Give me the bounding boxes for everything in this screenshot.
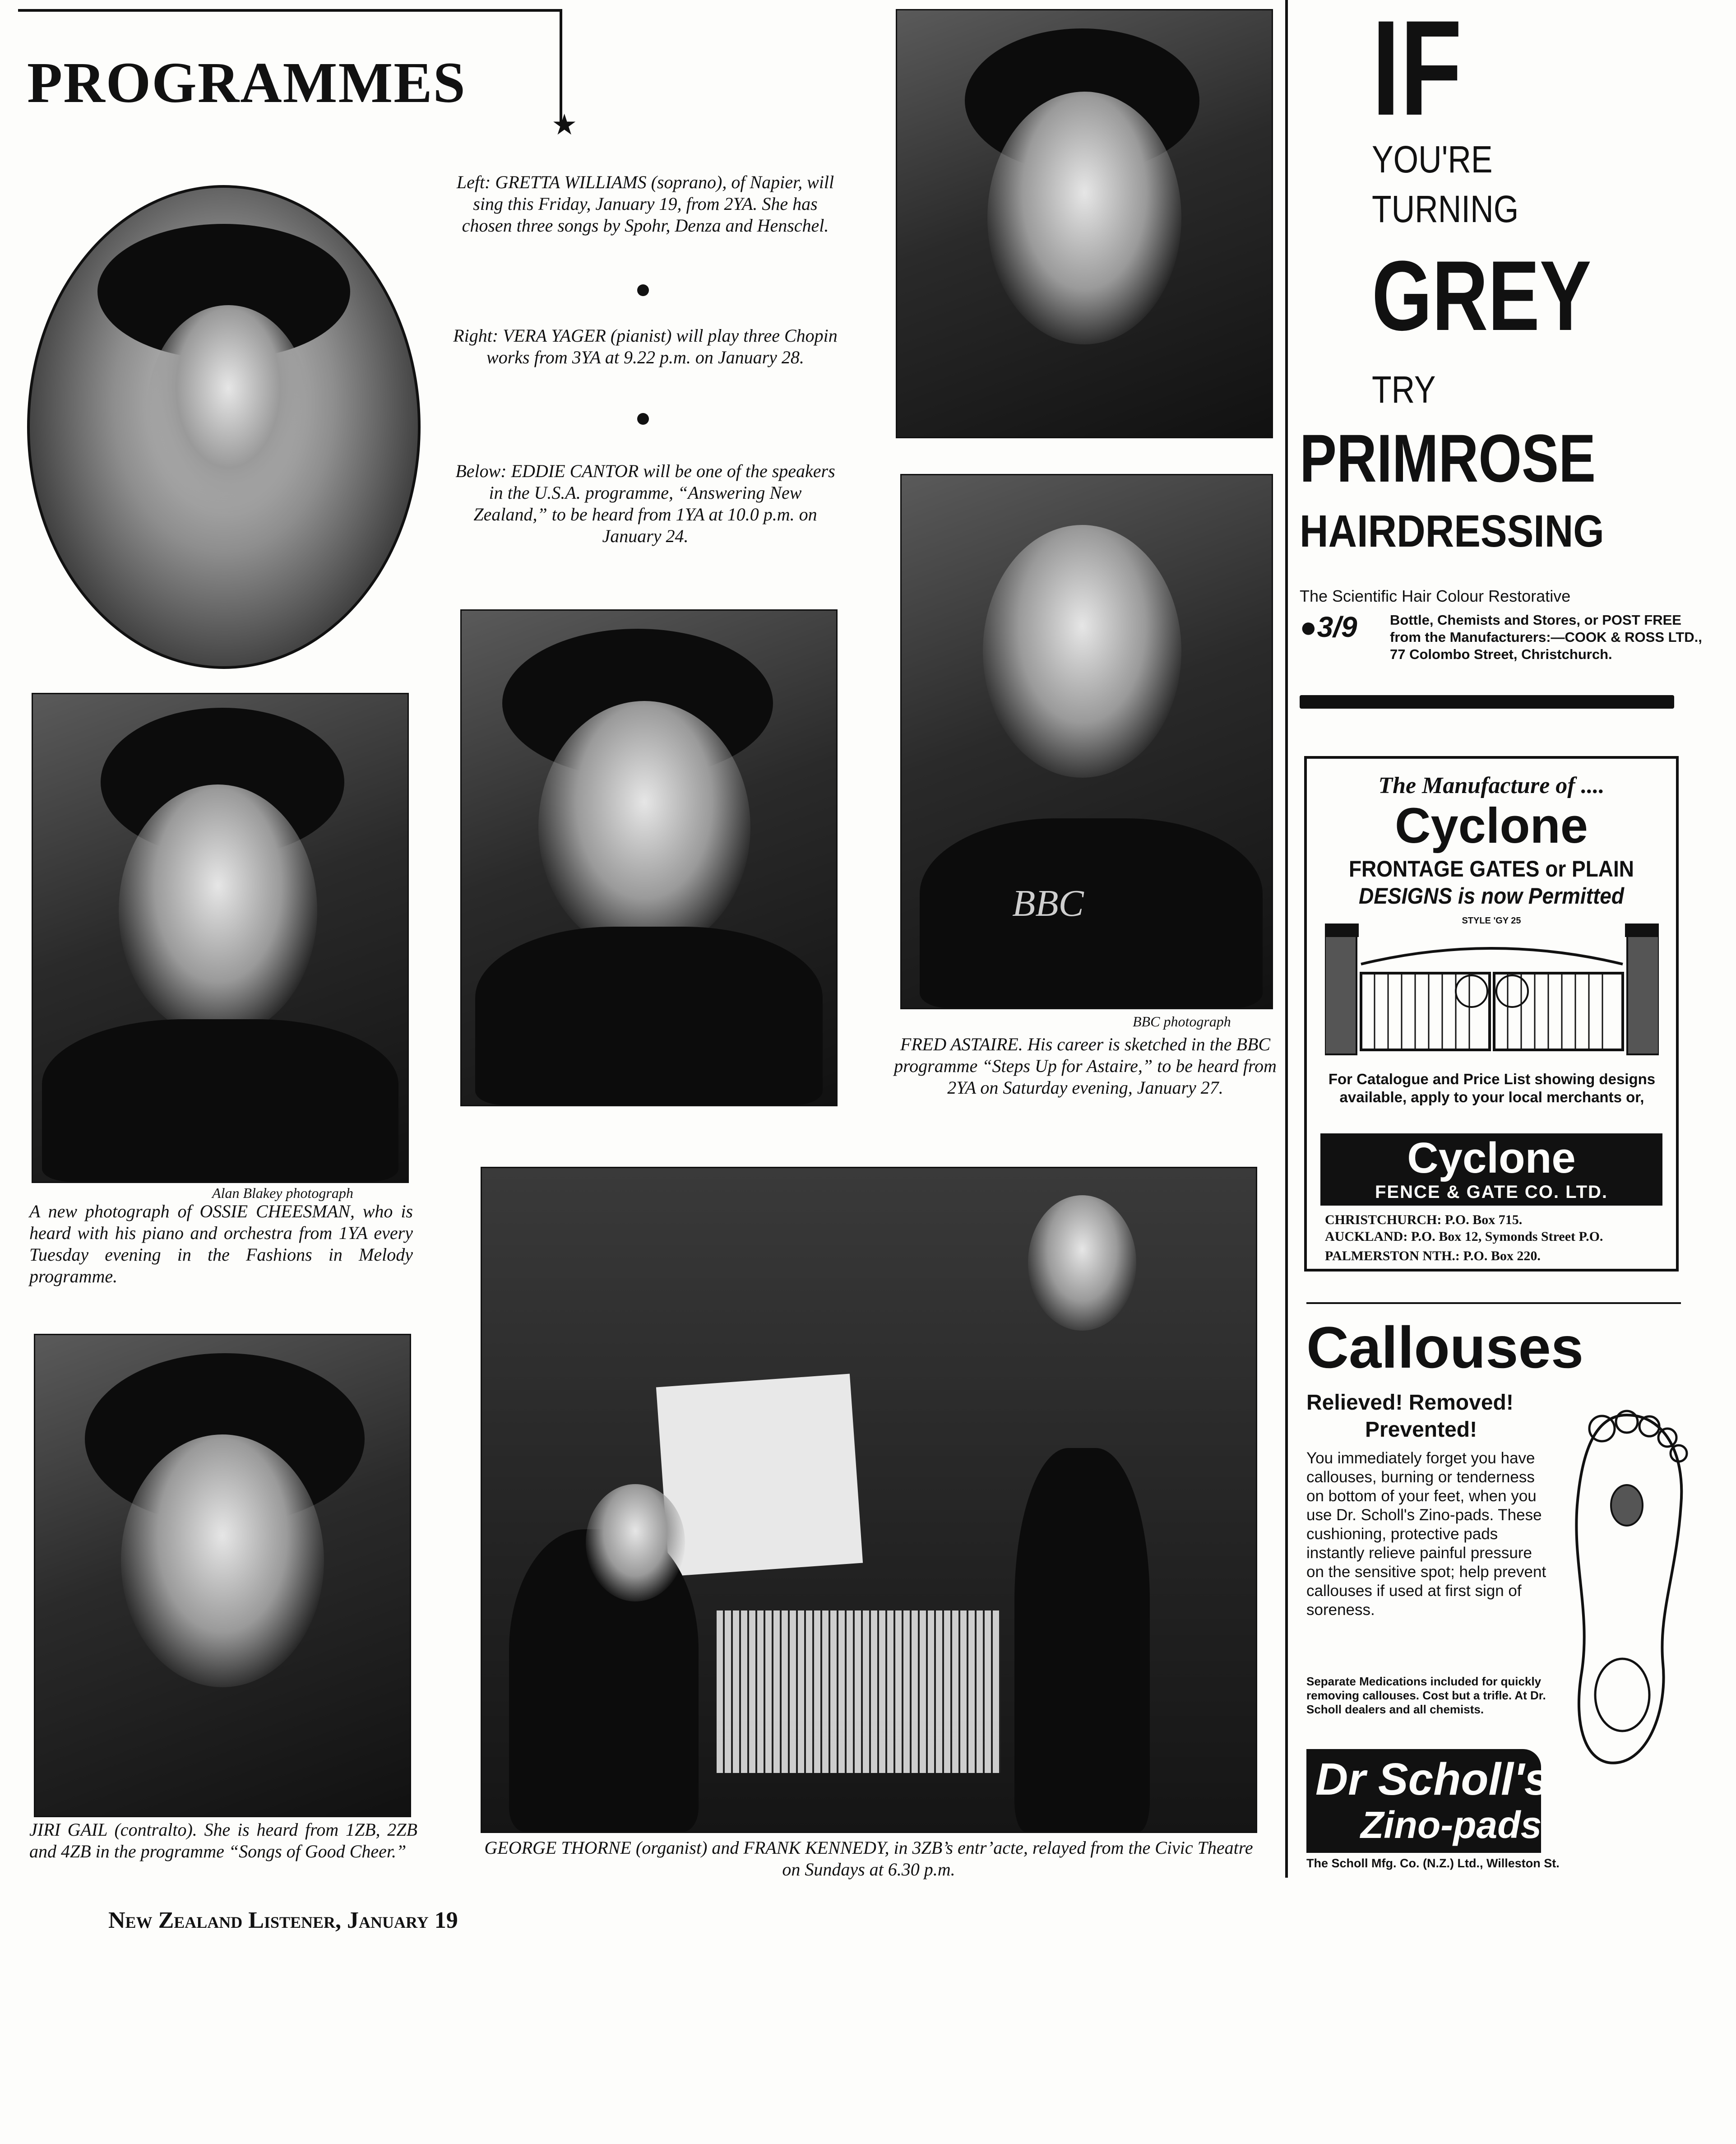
ad-scholl-brand2: Zino-pads [1361, 1804, 1542, 1846]
header-frame-top [18, 9, 562, 12]
ad-primrose [1300, 0, 1733, 722]
ad-scholl-body: You immediately forget you have callouses, burning or tenderness on bottom of your feet, when you use Dr. Scholl's Zino-pads. These cushioning, protective pads instantly relieve painful pressure on the sensitive spot; help prevent callouses if used at first sign of soreness. [1306, 1449, 1546, 1619]
ad-cyclone-addr2: AUCKLAND: P.O. Box 12, Symonds Street P.O. [1325, 1229, 1603, 1244]
caption-eddie: Below: EDDIE CANTOR will be one of the speakers in the U.S.A. programme, “Answering New Zealand,” to be heard from 1YA at 10.0 p.m. on January 24. [455, 461, 835, 546]
ad-scholl-prevented: Prevented! [1365, 1418, 1477, 1442]
caption-fred: FRED ASTAIRE. His career is sketched in the BBC programme “Steps Up for Astaire,” to be heard from 2YA on Saturday evening, January 27. [894, 1034, 1277, 1098]
ad-scholl-small: Separate Medications included for quickly removing callouses. Cost but a trifle. At Dr. Scholl dealers and all chemists. [1306, 1675, 1546, 1716]
ad-primrose-tagline: The Scientific Hair Colour Restorative [1300, 587, 1571, 605]
ad-cyclone-body: For Catalogue and Price List showing designs available, apply to your local merchants or, [1328, 1071, 1656, 1105]
organ-sheet-music [656, 1374, 863, 1577]
ad-cyclone-addr1: CHRISTCHURCH: P.O. Box 715. [1325, 1212, 1523, 1227]
page-title: PROGRAMMES [27, 51, 466, 115]
ad-primrose-youre: YOU'RE [1372, 138, 1493, 181]
credit-fred: BBC photograph [1133, 1013, 1231, 1030]
ad-primrose-rule [1300, 695, 1674, 709]
ad-scholl-brand1: Dr Scholl's [1315, 1754, 1550, 1805]
caption-george: GEORGE THORNE (organist) and FRANK KENNEDY, in 3ZB’s entr’acte, relayed from the Civic Theatre on Sundays at 6.30 p.m. [484, 1838, 1253, 1879]
ad-scholl-relieved: Relieved! Removed! [1306, 1391, 1514, 1415]
photo-eddie-cantor [460, 609, 838, 1106]
ad-primrose-price: ●3/9 [1300, 611, 1357, 643]
ad-primrose-grey: GREY [1372, 240, 1592, 351]
ad-primrose-try: TRY [1372, 368, 1436, 411]
ad-cyclone-line1: FRONTAGE GATES or PLAIN [1348, 856, 1634, 882]
caption-gretta: Left: GRETTA WILLIAMS (soprano), of Napier, will sing this Friday, January 19, from 2YA. She has chosen three songs by Spohr, Denza and Henschel. [456, 172, 834, 236]
photo-fred-astaire [900, 474, 1273, 1009]
ad-primrose-hairdressing: HAIRDRESSING [1300, 506, 1604, 557]
column-rule [1285, 0, 1288, 1878]
ad-cyclone-brand: Cyclone [1395, 798, 1588, 854]
photo-gretta-williams [27, 185, 421, 669]
organ-keyboards [717, 1610, 1001, 1773]
caption-vera: Right: VERA YAGER (pianist) will play three Chopin works from 3YA at 9.22 p.m. on January 28. [453, 325, 838, 367]
photo-george-thorne-organ [481, 1167, 1257, 1833]
photo-vera-yager [896, 9, 1273, 438]
ad-cyclone-intro: The Manufacture of .... [1378, 773, 1605, 798]
ad-primrose-if: IF [1372, 0, 1462, 144]
caption-jiri: JIRI GAIL (contralto). She is heard from 1ZB, 2ZB and 4ZB in the programme “Songs of Good Cheer.” [29, 1819, 417, 1861]
foot-illustration [1559, 1401, 1694, 1772]
ad-cyclone-addr3: PALMERSTON NTH.: P.O. Box 220. [1325, 1248, 1541, 1263]
title-star: ★ [551, 109, 578, 141]
ad-cyclone-banner [1320, 1133, 1662, 1206]
photo-jiri-gail [34, 1334, 411, 1817]
separator-dot [637, 413, 649, 425]
ad-scholl [1306, 1302, 1731, 1875]
caption-ossie: A new photograph of OSSIE CHEESMAN, who is heard with his piano and orchestra from 1YA every Tuesday evening in the Fashions in Melody programme. [29, 1201, 413, 1286]
ad-primrose-turning: TURNING [1372, 188, 1519, 230]
separator-dot [637, 284, 649, 296]
photo-ossie-cheesman [32, 693, 409, 1183]
credit-ossie: Alan Blakey photograph [212, 1185, 353, 1201]
ad-cyclone-line2: DESIGNS is now Permitted [1359, 883, 1624, 909]
ad-primrose-brand: PRIMROSE [1300, 420, 1596, 496]
ad-scholl-banner [1306, 1749, 1550, 1853]
footer-masthead: New Zealand Listener, January 19 [108, 1907, 458, 1933]
ad-scholl-title: Callouses [1306, 1314, 1584, 1380]
ad-primrose-body: Bottle, Chemists and Stores, or POST FREE from the Manufacturers:—COOK & ROSS LTD., 77 Colombo Street, Christchurch. [1390, 612, 1702, 662]
ad-scholl-top-rule [1306, 1302, 1681, 1304]
gate-illustration [1325, 923, 1659, 1059]
ad-cyclone-banner-brand: Cyclone [1407, 1134, 1576, 1182]
ad-cyclone-banner-sub: FENCE & GATE CO. LTD. [1375, 1182, 1608, 1202]
ad-scholl-maker: The Scholl Mfg. Co. (N.Z.) Ltd., Willeston St. [1306, 1856, 1560, 1870]
bbc-microphone-label: BBC [1012, 882, 1084, 924]
ad-cyclone-style: STYLE 'GY 25 [1462, 916, 1521, 926]
ad-cyclone [1304, 756, 1679, 1272]
